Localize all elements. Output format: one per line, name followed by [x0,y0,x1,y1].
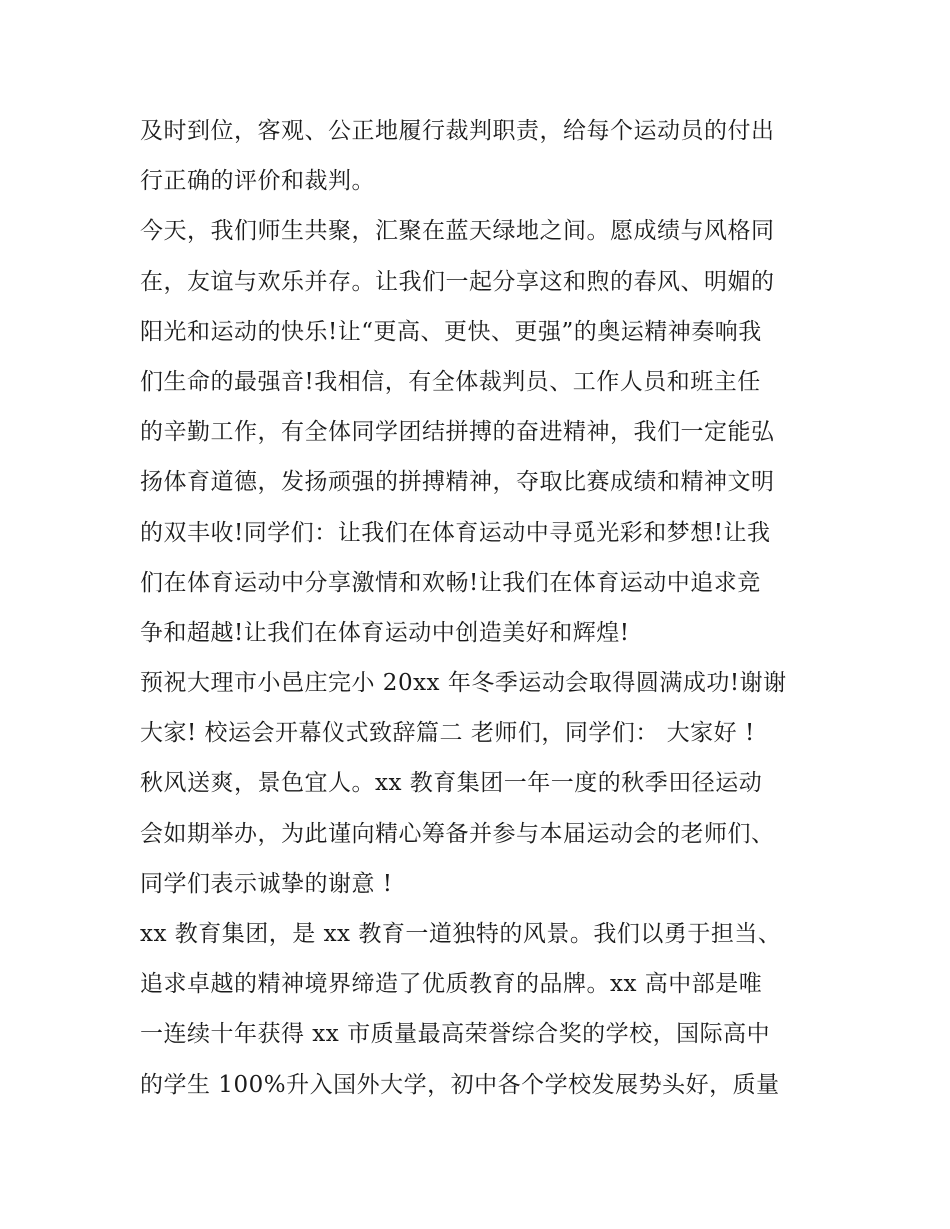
text-line: xx 教育集团，是 xx 教育一道独特的风景。我们以勇于担当、 [140,921,782,947]
text-line: 预祝大理市小邑庄完小 20xx 年冬季运动会取得圆满成功!谢谢 [140,670,787,697]
text-line: 追求卓越的精神境界缔造了优质教育的品牌。xx 高中部是唯 [140,971,763,998]
text-line: 一连续十年获得 xx 市质量最高荣誉综合奖的学校，国际高中 [140,1021,771,1048]
text-line: 的学生 100%升入国外大学，初中各个学校发展势头好，质量 [140,1071,780,1098]
text-line: 争和超越!让我们在体育运动中创造美好和辉煌! [140,619,630,646]
text-line: 大家! 校运会开幕仪式致辞篇二 老师们，同学们： 大家好 ! [140,720,755,747]
text-line: 们生命的最强音!我相信，有全体裁判员、工作人员和班主任 [140,368,761,395]
text-line: 及时到位，客观、公正地履行裁判职责，给每个运动员的付出 [140,118,775,144]
text-line: 的辛勤工作，有全体同学团结拼搏的奋进精神，我们一定能弘 [140,419,775,446]
text-line: 扬体育道德，发扬顽强的拼搏精神，夺取比赛成绩和精神文明 [140,469,775,496]
text-line: 同学们表示诚挚的谢意 ! [140,870,393,897]
text-line: 今天，我们师生共聚，汇聚在蓝天绿地之间。愿成绩与风格同 [140,218,775,245]
text-line: 的双丰收!同学们：让我们在体育运动中寻觅光彩和梦想!让我 [140,519,771,546]
text-line: 秋风送爽，景色宜人。xx 教育集团一年一度的秋季田径运动 [140,770,763,797]
text-line: 阳光和运动的快乐!让“更高、更快、更强”的奥运精神奏响我 [140,318,762,345]
document-body [140,106,820,1110]
text-line: 行正确的评价和裁判。 [140,168,375,195]
text-line: 在，友谊与欢乐并存。让我们一起分享这和煦的春风、明媚的 [140,268,775,295]
text-line: 会如期举办，为此谨向精心筹备并参与本届运动会的老师们、 [140,820,775,847]
text-line: 们在体育运动中分享激情和欢畅!让我们在体育运动中追求竞 [140,569,761,596]
